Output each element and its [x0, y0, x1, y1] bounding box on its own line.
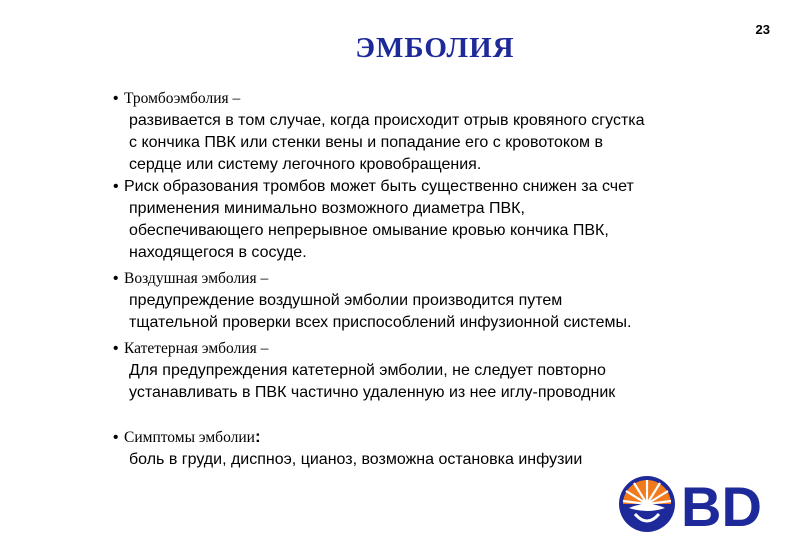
bullet-icon: • [113, 270, 119, 287]
bullet-text-line: применения минимально возможного диаметра ПВК, [129, 200, 525, 217]
bullet-air-embolism [113, 268, 753, 334]
heading-colon: : [254, 427, 261, 446]
bullet-text-line: Для предупреждения катетерной эмболии, не следует повторно [129, 362, 606, 379]
bullet-heading: Катетерная эмболия – [124, 340, 269, 357]
bullet-icon: • [113, 90, 119, 107]
bullet-text-line: находящегося в сосуде. [129, 244, 307, 261]
bullet-text-line: развивается в том случае, когда происходит отрыв кровяного сгустка [129, 112, 645, 129]
bullet-text-line: устанавливать в ПВК частично удаленную из нее иглу-проводник [129, 384, 616, 401]
bullet-text-line: с кончика ПВК или стенки вены и попадание его с кровотоком в [129, 134, 603, 151]
bullet-catheter-embolism [113, 338, 753, 404]
bullet-text-line: обеспечивающего непрерывное омывание кровью кончика ПВК, [129, 222, 609, 239]
bd-logo-text: BD [681, 475, 762, 534]
bullet-heading: Риск образования тромбов может быть существенно снижен за счет [124, 178, 634, 195]
bullet-heading: Тромбоэмболия – [124, 90, 241, 107]
bullet-text-line: сердце или систему легочного кровобращения. [129, 156, 482, 173]
bullet-icon: • [113, 178, 119, 195]
bullet-icon: • [113, 429, 119, 446]
bullet-thromboembolism [113, 88, 753, 176]
bullet-heading: Симптомы эмболии [124, 429, 255, 446]
page-number: 23 [755, 22, 770, 37]
bullet-thrombus-risk [113, 176, 753, 264]
bullet-text-line: боль в груди, диспноэ, цианоз, возможна остановка инфузии [129, 451, 583, 468]
slide-title: ЭМБОЛИЯ [355, 32, 515, 64]
bullet-icon: • [113, 340, 119, 357]
bullet-symptoms [113, 426, 753, 471]
bullet-heading: Воздушная эмболия – [124, 270, 269, 287]
bd-logo [617, 474, 777, 534]
bd-sunburst-icon [619, 476, 675, 532]
slide-content [113, 88, 753, 471]
bullet-text-line: предупреждение воздушной эмболии производится путем [129, 292, 563, 309]
bullet-text-line: тщательной проверки всех приспособлений инфузионной системы. [129, 314, 632, 331]
